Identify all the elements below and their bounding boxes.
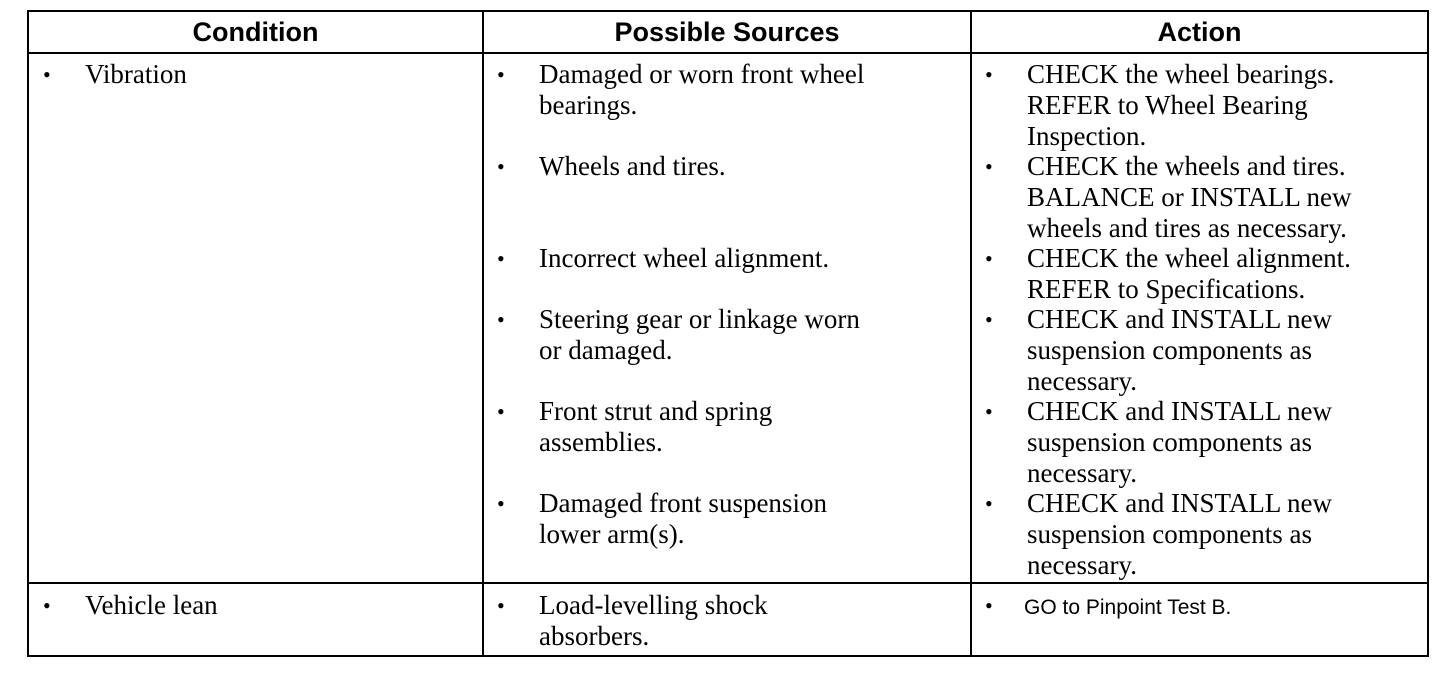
- bullet-icon: •: [985, 246, 993, 271]
- column-divider-2: [970, 12, 972, 655]
- diagnosis-table: [27, 10, 1429, 657]
- source-line: Steering gear or linkage worn: [539, 304, 860, 334]
- bullet-icon: •: [497, 62, 505, 87]
- action-line: necessary.: [1027, 550, 1137, 580]
- condition-vehicle-lean: Vehicle lean: [85, 590, 218, 620]
- action-line: CHECK the wheel bearings.: [1027, 59, 1335, 89]
- action-line: suspension components as: [1027, 519, 1312, 549]
- bullet-icon: •: [985, 399, 993, 424]
- header-action: Action: [1157, 17, 1242, 47]
- condition-vibration: Vibration: [85, 59, 187, 89]
- source-line: Front strut and spring: [539, 396, 773, 426]
- bullet-icon: •: [985, 62, 993, 87]
- header-divider: [29, 52, 1427, 54]
- bullet-icon: •: [497, 154, 505, 179]
- header-possible-sources: Possible Sources: [614, 17, 840, 47]
- column-divider-1: [482, 12, 484, 655]
- source-line: Damaged front suspension: [539, 488, 827, 518]
- bullet-icon: •: [985, 491, 993, 516]
- source-line: bearings.: [539, 90, 638, 120]
- action-line: suspension components as: [1027, 427, 1312, 457]
- bullet-icon: •: [497, 307, 505, 332]
- source-line: Wheels and tires.: [539, 151, 726, 181]
- source-line: Load-levelling shock: [539, 590, 768, 620]
- bullet-icon: •: [497, 491, 505, 516]
- action-line: CHECK and INSTALL new: [1027, 304, 1333, 334]
- source-line: Damaged or worn front wheel: [539, 59, 865, 89]
- action-line: CHECK the wheel alignment.: [1027, 243, 1351, 273]
- source-line: or damaged.: [539, 335, 673, 365]
- action-line: GO to Pinpoint Test B.: [1024, 596, 1232, 619]
- source-line: assemblies.: [539, 427, 663, 457]
- action-line: Inspection.: [1027, 121, 1147, 151]
- action-line: REFER to Specifications.: [1027, 274, 1306, 304]
- action-line: CHECK the wheels and tires.: [1027, 151, 1346, 181]
- source-line: lower arm(s).: [539, 519, 685, 549]
- action-line: wheels and tires as necessary.: [1027, 213, 1347, 243]
- action-line: necessary.: [1027, 458, 1137, 488]
- bullet-icon: •: [985, 593, 993, 618]
- row-divider: [29, 582, 1427, 584]
- action-line: BALANCE or INSTALL new: [1027, 182, 1352, 212]
- action-line: CHECK and INSTALL new: [1027, 396, 1333, 426]
- bullet-icon: •: [985, 307, 993, 332]
- bullet-icon: •: [43, 593, 51, 618]
- header-condition: Condition: [192, 17, 319, 47]
- source-line: absorbers.: [539, 621, 650, 651]
- action-line: suspension components as: [1027, 335, 1312, 365]
- source-line: Incorrect wheel alignment.: [539, 243, 830, 273]
- bullet-icon: •: [497, 246, 505, 271]
- bullet-icon: •: [497, 399, 505, 424]
- action-line: REFER to Wheel Bearing: [1027, 90, 1308, 120]
- action-line: CHECK and INSTALL new: [1027, 488, 1333, 518]
- bullet-icon: •: [497, 593, 505, 618]
- bullet-icon: •: [985, 154, 993, 179]
- bullet-icon: •: [43, 62, 51, 87]
- action-line: necessary.: [1027, 366, 1137, 396]
